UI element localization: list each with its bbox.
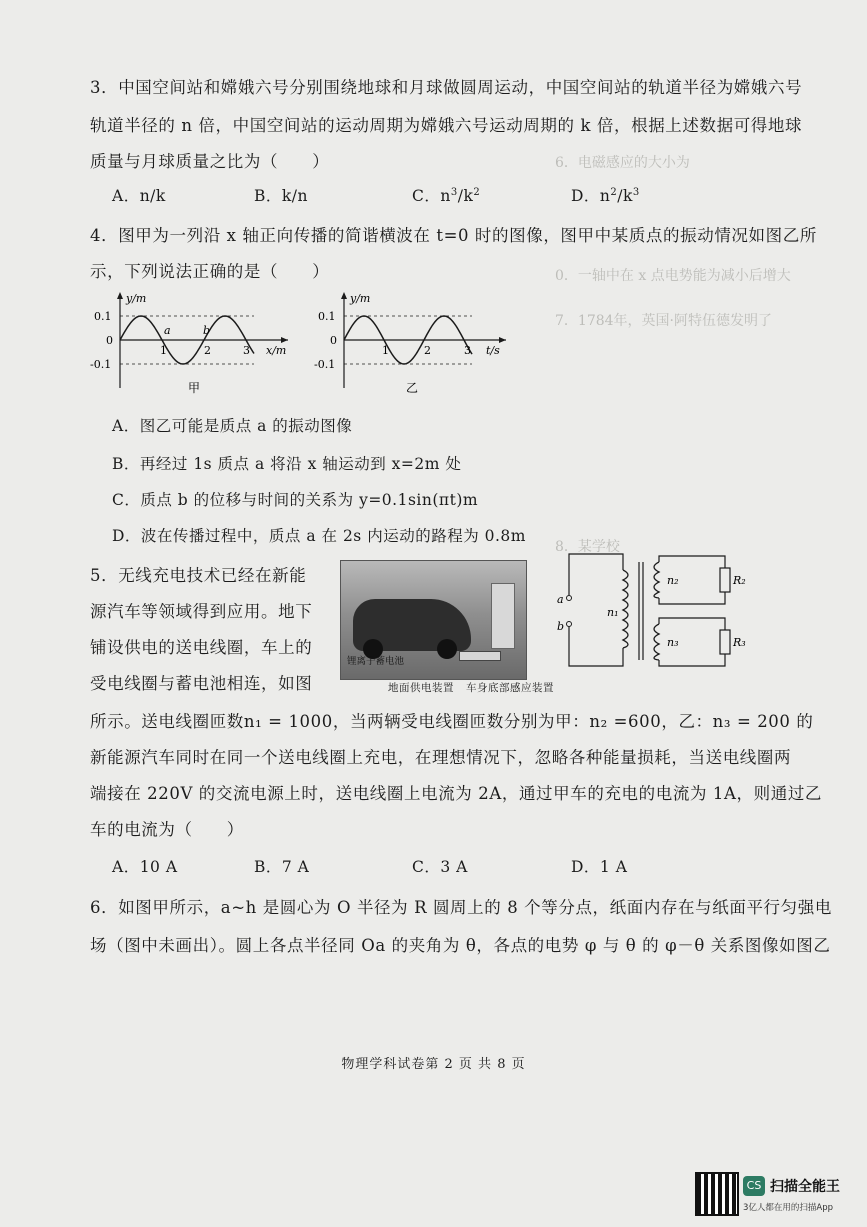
tick-label-bottom: -0.1 — [90, 358, 112, 371]
point-a-label: a — [164, 324, 171, 337]
q5-stem-line6: 新能源汽车同时在同一个送电线圈上充电，在理想情况下，忽略各种能量损耗，当送电线圈两 — [90, 748, 792, 767]
x-axis-label: x/m — [266, 344, 287, 357]
resistor-r2 — [720, 568, 730, 592]
t-axis-label: t/s — [486, 344, 500, 357]
terminal-b-label: b — [557, 620, 565, 633]
q3-option-c: C．$n^3/k^2$ — [412, 186, 481, 205]
q3-option-b: B．k/n — [254, 187, 308, 205]
primary-wire-bottom — [569, 648, 623, 666]
camscanner-logo-icon: CS — [743, 1176, 765, 1196]
q3-stem-line3: 质量与月球质量之比为（ ） — [90, 152, 330, 171]
q3-stem-line2: 轨道半径的 n 倍，中国空间站的运动周期为嫦娥六号运动周期的 k 倍，根据上述数据可得地球 — [90, 116, 803, 135]
terminal-a-label: a — [557, 593, 564, 606]
tick-label-zero: 0 — [330, 334, 337, 347]
y-axis-label: y/m — [350, 292, 371, 305]
graph-caption-jia: 甲 — [188, 381, 201, 395]
charging-pillar — [491, 583, 515, 649]
tick-label-3: 3 — [243, 344, 250, 357]
wireless-charging-photo — [340, 560, 527, 680]
tick-label-top: 0.1 — [318, 310, 336, 323]
y-axis-arrow — [117, 292, 123, 299]
photo-caption-car: 车身底部感应装置 — [466, 682, 554, 694]
q5-stem-line1: 5．无线充电技术已经在新能 — [90, 566, 307, 585]
primary-coil — [623, 570, 628, 648]
secondary-coil-1 — [654, 562, 659, 598]
tick-label-2: 2 — [424, 344, 431, 357]
q4-option-c: C．质点 b 的位移与时间的关系为 y=0.1sin(πt)m — [112, 491, 479, 509]
q5-stem-line3: 铺设供电的送电线圈，车上的 — [90, 638, 313, 657]
q6-stem-line2: 场（图中未画出）。圆上各点半径同 Oa 的夹角为 θ，各点的电势 φ 与 θ 的 φ－θ 关系图像如图乙 — [90, 936, 831, 955]
q5-stem-line5: 所示。送电线圈匝数n₁ = 1000，当两辆受电线圈匝数分别为甲：n₂ =600，乙：n₃ = 200 的 — [90, 712, 814, 731]
photo-caption-ground: 地面供电装置 — [388, 682, 454, 694]
x-axis-arrow — [281, 337, 288, 343]
wave-graph-jia — [88, 288, 298, 400]
scanner-brand-name: 扫描全能王 — [770, 1179, 840, 1195]
tick-label-top: 0.1 — [94, 310, 112, 323]
q5-option-b: B．7 A — [254, 858, 310, 876]
q3-option-a: A．n/k — [112, 187, 166, 205]
resistor-r3 — [720, 630, 730, 654]
q5-option-a: A．10 A — [112, 858, 178, 876]
scanner-tagline: 3亿人都在用的扫描App — [743, 1203, 834, 1213]
q5-option-d: D．1 A — [571, 858, 628, 876]
n2-label: n₂ — [667, 574, 679, 587]
page-footer: 物理学科试卷第 2 页 共 8 页 — [341, 1057, 526, 1072]
q5-stem-line7: 端接在 220V 的交流电源上时，送电线圈上电流为 2A，通过甲车的充电的电流为 1A，则通过乙 — [90, 784, 823, 803]
point-b-label: b — [203, 324, 211, 337]
tick-label-1: 1 — [382, 344, 389, 357]
tick-label-2: 2 — [204, 344, 211, 357]
secondary-2-wire — [659, 654, 725, 666]
q4-option-b: B．再经过 1s 质点 a 将沿 x 轴运动到 x=2m 处 — [112, 455, 462, 473]
terminal-b — [567, 622, 572, 627]
secondary-coil-2 — [654, 624, 659, 660]
q4-stem-line1: 4．图甲为一列沿 x 轴正向传播的简谐横波在 t=0 时的图像，图甲中某质点的振动情况如图乙所 — [90, 226, 817, 245]
y-axis-arrow — [341, 292, 347, 299]
transformer-circuit — [555, 548, 750, 673]
secondary-2-wire — [659, 618, 725, 630]
t-axis-arrow — [499, 337, 506, 343]
n1-label: n₁ — [607, 606, 619, 619]
tick-label-bottom: -0.1 — [314, 358, 336, 371]
bleed-through-text: 7．1784年，英国·阿特伍德发明了 — [555, 313, 772, 329]
car-wheel — [437, 639, 457, 659]
qr-code — [695, 1172, 739, 1216]
n3-label: n₃ — [667, 636, 679, 649]
photo-caption-battery: 锂离子蓄电池 — [347, 656, 405, 667]
r3-label: R₃ — [733, 636, 746, 649]
y-axis-label: y/m — [126, 292, 147, 305]
graph-caption-yi: 乙 — [406, 381, 419, 395]
tick-label-1: 1 — [160, 344, 167, 357]
q5-stem-line8: 车的电流为（ ） — [90, 820, 244, 839]
secondary-1-wire — [659, 592, 725, 604]
bleed-through-text: 0．一轴中在 x 点电势能为减小后增大 — [555, 268, 791, 284]
q5-stem-line4: 受电线圈与蓄电池相连，如图 — [90, 674, 313, 693]
q4-option-a: A．图乙可能是质点 a 的振动图像 — [112, 417, 353, 435]
q4-stem-line2: 示，下列说法正确的是（ ） — [90, 262, 330, 281]
q3-option-d: D．$n^2/k^3$ — [571, 186, 640, 205]
bleed-through-text: 6．电磁感应的大小为 — [555, 155, 690, 171]
q4-option-d: D．波在传播过程中，质点 a 在 2s 内运动的路程为 0.8m — [112, 527, 526, 545]
primary-wire-top — [569, 554, 623, 570]
secondary-1-wire — [659, 556, 725, 568]
r2-label: R₂ — [733, 574, 746, 587]
tick-label-3: 3 — [464, 344, 471, 357]
tick-label-zero: 0 — [106, 334, 113, 347]
terminal-a — [567, 596, 572, 601]
q5-stem-line2: 源汽车等领域得到应用。地下 — [90, 602, 313, 621]
vibration-graph-yi — [314, 288, 514, 400]
q3-stem-line1: 3．中国空间站和嫦娥六号分别围绕地球和月球做圆周运动，中国空间站的轨道半径为嫦娥六号 — [90, 78, 803, 97]
q6-stem-line1: 6．如图甲所示，a~h 是圆心为 O 半径为 R 圆周上的 8 个等分点，纸面内存在与纸面平行匀强电 — [90, 898, 832, 917]
bleed-through-text: 8．某学校 — [555, 539, 620, 555]
q5-option-c: C．3 A — [412, 858, 468, 876]
ground-pad — [459, 651, 501, 661]
